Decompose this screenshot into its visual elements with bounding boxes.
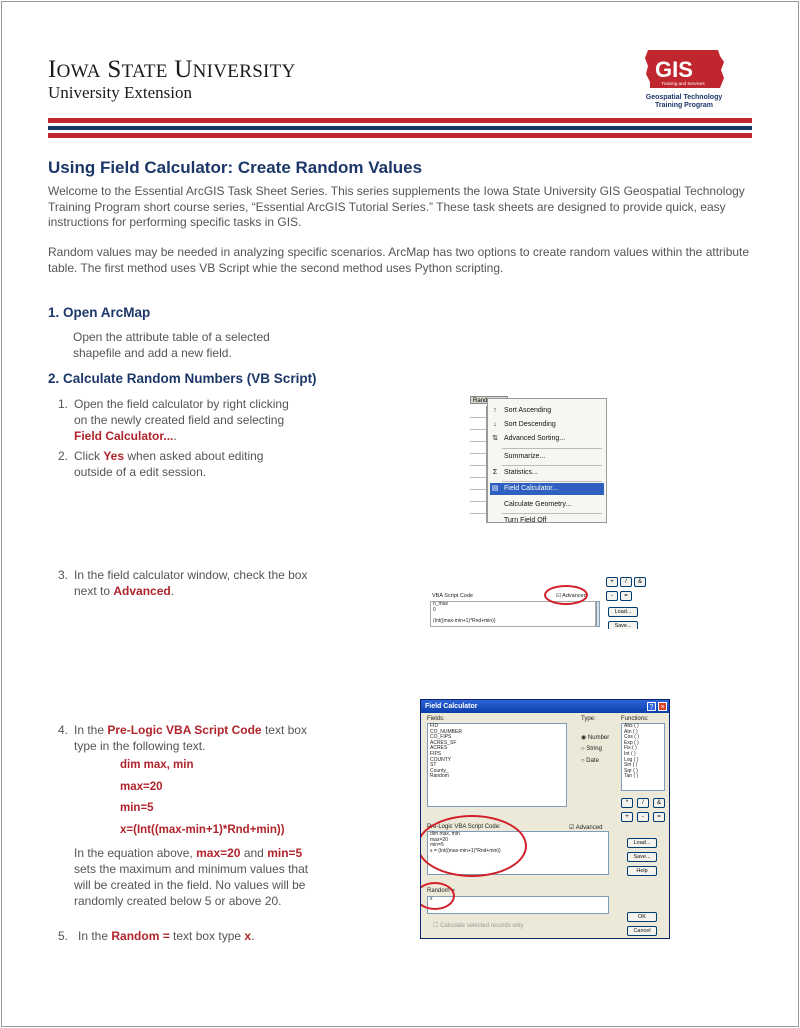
random-field-label: Random = (427, 888, 455, 894)
menu-item-sort-ascending[interactable]: ↑ Sort Ascending (490, 405, 604, 417)
page-title: Using Field Calculator: Create Random Values (48, 158, 423, 177)
operator-button[interactable]: + (606, 577, 618, 587)
help-icon[interactable]: ? (647, 702, 656, 711)
code-line: min=5 (120, 802, 154, 814)
sort-descending-icon: ↓ (493, 421, 497, 428)
section-open-arcmap-text: Open the attribute table of a selected shapefile and add a new field. (73, 330, 270, 360)
close-icon[interactable]: × (658, 702, 667, 711)
step-2: 2. Click Yes when asked about editing outside of a edit session. (58, 449, 264, 479)
section-calculate-heading: 2. Calculate Random Numbers (VB Script) (48, 371, 317, 386)
sort-ascending-icon: ↑ (493, 407, 497, 414)
type-radio-string[interactable]: ○ String (581, 746, 602, 752)
radio-selected-icon: ◉ (581, 735, 587, 741)
highlight-circle (420, 815, 527, 877)
radio-icon: ○ (581, 746, 585, 752)
checkbox-icon: ☐ (433, 923, 439, 929)
gis-logo-subtext: Training and Services (661, 81, 705, 86)
save-button[interactable]: Save... (627, 852, 657, 862)
code-line: x=(Int((max-min+1)*Rnd+min)) (120, 824, 285, 836)
step-5: 5. In the Random = text box type x. (58, 929, 255, 943)
menu-item-turn-field-off[interactable]: Turn Field Off (504, 517, 547, 523)
menu-separator (502, 465, 602, 466)
radio-icon: ○ (581, 758, 585, 764)
prelogic-code-box[interactable]: dim max, min max=20 min=5 x = (Int((max-min+1)*Rnd+min)) (427, 831, 609, 875)
menu-separator (502, 513, 602, 514)
operator-button[interactable]: / (637, 798, 649, 808)
intro-paragraph: Welcome to the Essential ArcGIS Task Sheet Series. This series supplements the Iowa State University GIS Geospatial Technology Training Program short course series, “Essential ArcGIS Tutorial Series.” These task sheets are designed to provide quick, easy instructions for performing specific tasks in GIS. (48, 184, 745, 229)
operator-button[interactable]: + (621, 812, 633, 822)
menu-separator (502, 481, 602, 482)
code-line: dim max, min (120, 759, 194, 771)
checkbox-checked-icon: ☑ (569, 825, 575, 831)
task-sheet-page (1, 1, 799, 1027)
functions-label: Functions: (621, 716, 649, 722)
extension-label: University Extension (48, 83, 193, 102)
header-stripe-blue (48, 126, 752, 130)
menu-item-field-calculator[interactable]: ▤ Field Calculator... (490, 483, 604, 495)
field-calculator-dialog (420, 699, 670, 939)
type-radio-number[interactable]: ◉ Number (581, 735, 610, 741)
highlight-circle (544, 585, 588, 605)
scrollbar[interactable] (596, 601, 600, 627)
load-button[interactable]: Load... (608, 607, 638, 617)
advanced-sort-icon: ⇅ (492, 435, 498, 442)
operator-button[interactable]: = (620, 591, 632, 601)
section-open-arcmap-heading: 1. Open ArcMap (48, 305, 151, 320)
random-values-paragraph: Random values may be needed in analyzing specific scenarios. ArcMap has two options to create random values within the attribute table. The first method uses VB Script whie the second method uses Python scripting. (48, 245, 750, 275)
selected-only-checkbox[interactable]: ☐ Calculate selected records only (433, 923, 524, 929)
vba-code-label: VBA Script Code (432, 593, 473, 599)
checkbox-checked-icon: ☑ (556, 593, 561, 599)
cancel-button[interactable]: Cancel (627, 926, 657, 936)
code-line: max=20 (120, 781, 163, 793)
menu-item-summarize[interactable]: Summarize... (504, 453, 546, 460)
prelogic-label: Pre-Logic VBA Script Code: (427, 824, 501, 830)
advanced-checkbox[interactable]: ☑ Advanced (556, 593, 587, 599)
step-4: 4. In the Pre-Logic VBA Script Code text box type in the following text. (58, 723, 307, 753)
fields-label: Fields: (427, 716, 445, 722)
help-button[interactable]: Help (627, 866, 657, 876)
advanced-option-screenshot (428, 565, 654, 629)
random-expression-box[interactable]: x (427, 896, 609, 914)
context-menu-screenshot (470, 396, 610, 523)
menu-item-calculate-geometry[interactable]: Calculate Geometry... (504, 501, 572, 508)
step-3: 3. In the field calculator window, check the box next to Advanced. (58, 568, 308, 598)
dialog-title-bar: Field Calculator (421, 700, 669, 713)
load-button[interactable]: Load... (627, 838, 657, 848)
operator-button[interactable]: & (653, 798, 665, 808)
step-1: 1. Open the field calculator by right clicking on the newly created field and selecting Field Calculator.... (58, 397, 289, 443)
ok-button[interactable]: OK (627, 912, 657, 922)
operator-button[interactable]: = (653, 812, 665, 822)
operator-button[interactable]: * (621, 798, 633, 808)
attribute-grid (470, 406, 487, 523)
operator-button[interactable]: - (606, 591, 618, 601)
type-radio-date[interactable]: ○ Date (581, 758, 599, 764)
menu-item-sort-descending[interactable]: ↓ Sort Descending (490, 419, 604, 431)
sigma-icon: Σ (492, 469, 498, 476)
gis-logo-text: GIS (655, 57, 693, 82)
menu-item-advanced-sorting[interactable]: ⇅ Advanced Sorting... (490, 433, 604, 445)
menu-item-statistics[interactable]: Σ Statistics... (490, 467, 604, 479)
menu-separator (502, 448, 602, 449)
vba-code-box[interactable]: n_max 0 (Int((max-min+1)*Rnd+min)) (430, 601, 596, 627)
fields-list[interactable]: FID CO_NUMBER CO_FIPS ACRES_SF ACRES FIPS COUNTY ST County_ Random (427, 723, 567, 807)
save-button[interactable]: Save... (608, 621, 638, 629)
header-stripe-red-bottom (48, 133, 752, 138)
university-name: IOWA STATE UNIVERSITY (48, 56, 296, 83)
operator-button[interactable]: & (634, 577, 646, 587)
functions-list[interactable]: Abs ( ) Atn ( ) Cos ( ) Exp ( ) Fix ( ) Int ( ) Log ( ) Sin ( ) Sqr ( ) Tan ( ) (621, 723, 665, 791)
operator-button[interactable]: / (620, 577, 632, 587)
equation-explanation: In the equation above, max=20 and min=5 sets the maximum and minimum values that will be created in the field. No values will be randomly created below 5 or above 20. (74, 846, 309, 908)
column-header[interactable]: Rand (470, 396, 508, 404)
calculator-icon: ▤ (491, 485, 499, 492)
context-menu (487, 398, 607, 523)
operator-button[interactable]: - (637, 812, 649, 822)
gis-logo-tagline: Geospatial Technology Training Program (645, 94, 723, 109)
header-stripe-red (48, 118, 752, 123)
advanced-checkbox[interactable]: ☑ Advanced (569, 825, 603, 831)
type-label: Type: (581, 716, 596, 722)
